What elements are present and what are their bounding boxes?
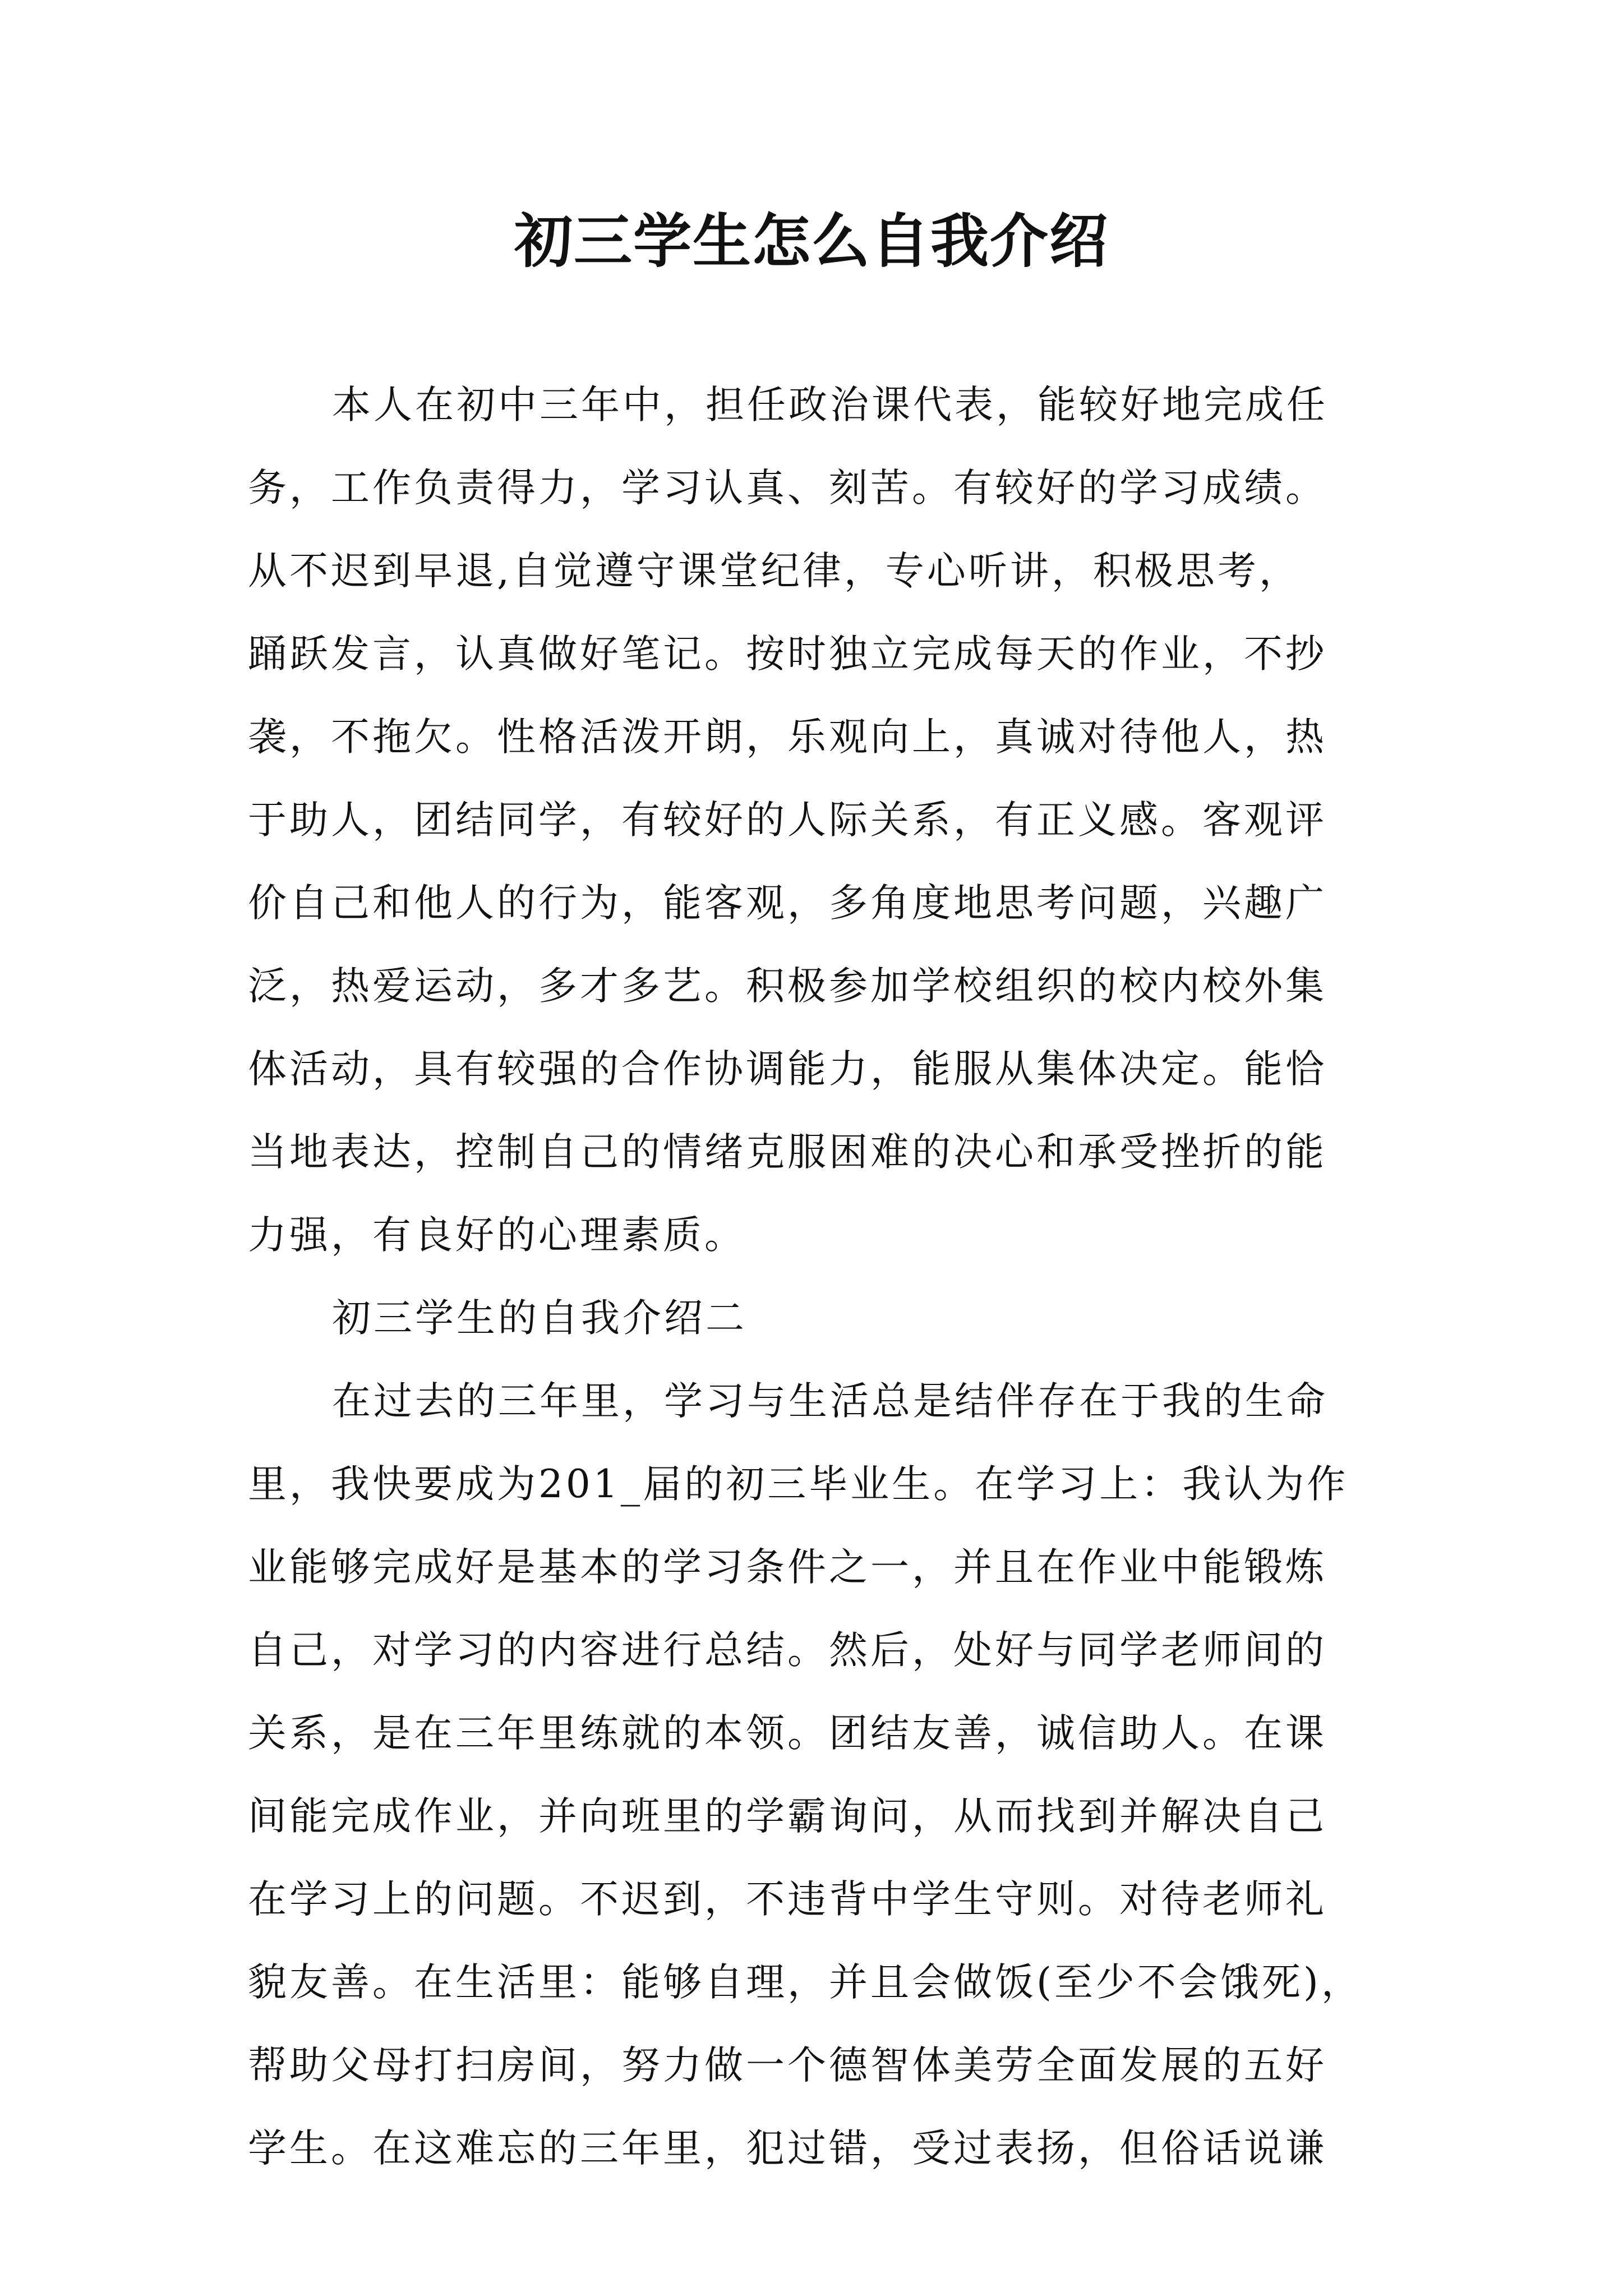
paragraph-1-line-6: 于助人，团结同学，有较好的人际关系，有正义感。客观评 — [248, 798, 1327, 843]
paragraph-1-line-9: 体活动，具有较强的合作协调能力，能服从集体决定。能恰 — [248, 1047, 1327, 1092]
paragraph-2-line-5: 关系，是在三年里练就的本领。团结友善，诚信助人。在课 — [248, 1711, 1327, 1756]
paragraph-1-line-11: 力强，有良好的心理素质。 — [248, 1213, 746, 1258]
paragraph-1-line-7: 价自己和他人的行为，能客观，多角度地思考问题，兴趣广 — [248, 881, 1327, 926]
paragraph-2-line-10: 学生。在这难忘的三年里，犯过错，受过表扬，但俗话说谦 — [248, 2126, 1327, 2171]
paragraph-1-line-2: 务，工作负责得力，学习认真、刻苦。有较好的学习成绩。 — [248, 466, 1327, 510]
paragraph-2-line-3: 业能够完成好是基本的学习条件之一，并且在作业中能锻炼 — [248, 1545, 1327, 1590]
paragraph-2-line-6: 间能完成作业，并向班里的学霸询问，从而找到并解决自己 — [248, 1794, 1327, 1839]
section-heading-2: 初三学生的自我介绍二 — [332, 1296, 747, 1341]
paragraph-1-line-3: 从不迟到早退,自觉遵守课堂纪律，专心听讲，积极思考， — [248, 549, 1301, 593]
paragraph-2-line-2: 里，我快要成为201_届的初三毕业生。在学习上：我认为作 — [248, 1462, 1349, 1507]
paragraph-2-line-7: 在学习上的问题。不迟到，不违背中学生守则。对待老师礼 — [248, 1877, 1327, 1922]
paragraph-1-line-8: 泛，热爱运动，多才多艺。积极参加学校组织的校内校外集 — [248, 964, 1327, 1009]
paragraph-2-line-1: 在过去的三年里，学习与生活总是结伴存在于我的生命 — [332, 1379, 1328, 1424]
page-title: 初三学生怎么自我介绍 — [514, 206, 1109, 275]
document-body — [248, 364, 1442, 2190]
paragraph-2-line-4: 自己，对学习的内容进行总结。然后，处好与同学老师间的 — [248, 1628, 1327, 1673]
paragraph-1-line-4: 踊跃发言，认真做好笔记。按时独立完成每天的作业，不抄 — [248, 632, 1327, 677]
paragraph-2-line-9: 帮助父母打扫房间，努力做一个德智体美劳全面发展的五好 — [248, 2043, 1327, 2088]
paragraph-1-line-1: 本人在初中三年中，担任政治课代表，能较好地完成任 — [332, 383, 1328, 427]
paragraph-1-line-5: 袭，不拖欠。性格活泼开朗，乐观向上，真诚对待他人，热 — [248, 715, 1327, 760]
paragraph-1-line-10: 当地表达，控制自己的情绪克服困难的决心和承受挫折的能 — [248, 1130, 1327, 1175]
paragraph-2-line-8: 貌友善。在生活里：能够自理，并且会做饭(至少不会饿死)， — [248, 1960, 1363, 2005]
